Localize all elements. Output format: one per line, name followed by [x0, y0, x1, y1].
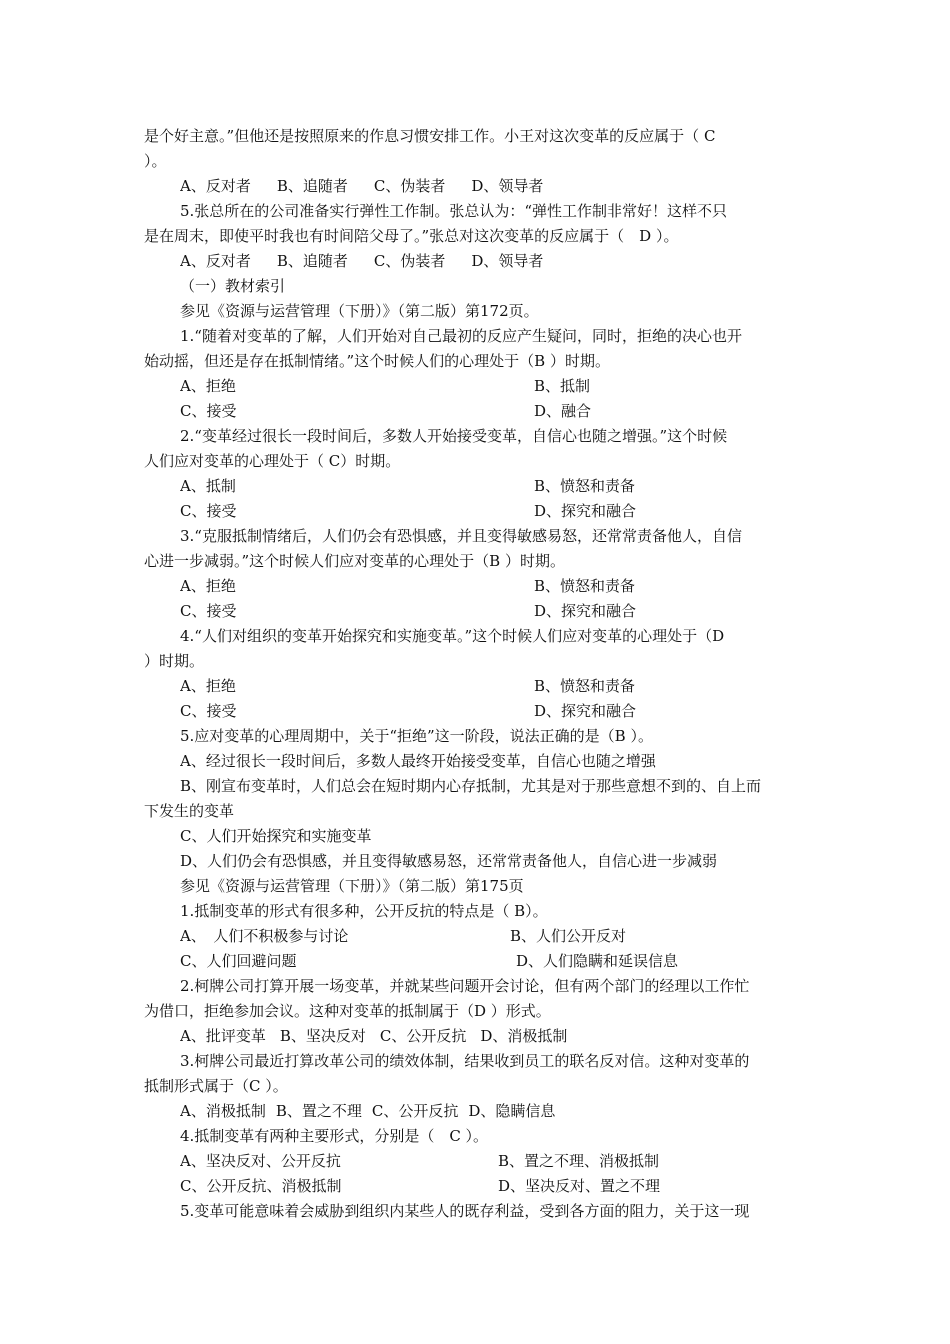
option-row — [180, 174, 814, 199]
option-row — [180, 499, 814, 524]
option: C、接受 — [180, 502, 237, 520]
option-row — [180, 1149, 814, 1174]
option: C、接受 — [180, 402, 237, 420]
text-line: 心进一步减弱。”这个时候人们应对变革的心理处于（B ）时期。 — [144, 552, 565, 570]
option-row — [180, 374, 814, 399]
option: C、伪装者 — [373, 177, 446, 195]
reference-line: 参见《资源与运营管理（下册）》（第二版）第172页。 — [180, 302, 539, 320]
option-row — [180, 1099, 814, 1124]
option-line: C、人们开始探究和实施变革 — [180, 827, 372, 845]
question-text: 4.“人们对组织的变革开始探究和实施变革。”这个时候人们应对变革的心理处于（D — [180, 627, 725, 645]
section-heading: （一）教材索引 — [180, 277, 286, 295]
text-line: 抵制形式属于（C ）。 — [144, 1077, 288, 1095]
question-text: 5.应对变革的心理周期中，关于“拒绝”这一阶段，说法正确的是（B ）。 — [180, 727, 653, 745]
option: C、人们回避问题 — [180, 952, 297, 970]
option: D、探究和融合 — [534, 702, 637, 720]
reference-line: 参见《资源与运营管理（下册）》（第二版）第175页 — [180, 877, 524, 895]
option: C、接受 — [180, 702, 237, 720]
option-line: D、人们仍会有恐惧感，并且变得敏感易怒，还常常责备他人，自信心进一步减弱 — [180, 852, 718, 870]
question-text: 2.“变革经过很长一段时间后，多数人开始接受变革，自信心也随之增强。”这个时候 — [180, 427, 728, 445]
option: D、探究和融合 — [534, 502, 637, 520]
question-text: 1.抵制变革的形式有很多种，公开反抗的特点是（ B）。 — [180, 902, 548, 920]
option: A、抵制 — [180, 477, 236, 495]
option: A、 人们不积极参与讨论 — [180, 927, 349, 945]
option: C、公开反抗 — [371, 1102, 459, 1120]
question-text: 5.张总所在的公司准备实行弹性工作制。张总认为：“弹性工作制非常好！这样不只 — [180, 202, 727, 220]
question-text: 5.变革可能意味着会威胁到组织内某些人的既存利益，受到各方面的阻力，关于这一现 — [180, 1202, 750, 1220]
option: D、人们隐瞒和延误信息 — [516, 952, 679, 970]
option-row — [180, 474, 814, 499]
option: D、探究和融合 — [534, 602, 637, 620]
question-text: 4.抵制变革有两种主要形式，分别是（ C ）。 — [180, 1127, 489, 1145]
option: B、愤怒和责备 — [534, 677, 636, 695]
option-row — [180, 924, 814, 949]
text-line: 人们应对变革的心理处于（ C）时期。 — [144, 452, 401, 470]
option-row — [180, 574, 814, 599]
text-line: 是在周末，即使平时我也有时间陪父母了。”张总对这次变革的反应属于（ D ）。 — [144, 227, 679, 245]
option: B、人们公开反对 — [510, 927, 627, 945]
option: B、坚决反对 — [279, 1027, 366, 1045]
option: D、隐瞒信息 — [468, 1102, 556, 1120]
option-row — [180, 1174, 814, 1199]
question-text: 1.“随着对变革的了解，人们开始对自己最初的反应产生疑问，同时，拒绝的决心也开 — [180, 327, 742, 345]
option: A、反对者 — [180, 252, 251, 270]
option: B、置之不理 — [275, 1102, 362, 1120]
option: B、抵制 — [534, 377, 591, 395]
option: D、融合 — [534, 402, 592, 420]
option: B、愤怒和责备 — [534, 577, 636, 595]
option-line: A、经过很长一段时间后，多数人最终开始接受变革，自信心也随之增强 — [180, 752, 656, 770]
option: C、接受 — [180, 602, 237, 620]
text-line: 下发生的变革 — [144, 802, 235, 820]
question-text: 2.柯牌公司打算开展一场变革，并就某些问题开会讨论，但有两个部门的经理以工作忙 — [180, 977, 750, 995]
option-line: B、刚宣布变革时，人们总会在短时期内心存抵制，尤其是对于那些意想不到的、自上而 — [180, 777, 762, 795]
option: A、反对者 — [180, 177, 251, 195]
option-row — [180, 674, 814, 699]
option: A、拒绝 — [180, 577, 236, 595]
option: B、追随者 — [276, 177, 348, 195]
option: D、消极抵制 — [480, 1027, 568, 1045]
option: B、愤怒和责备 — [534, 477, 636, 495]
option-row — [180, 599, 814, 624]
option-row — [180, 1024, 814, 1049]
option: A、拒绝 — [180, 677, 236, 695]
option: C、伪装者 — [373, 252, 446, 270]
question-text: 3.“克服抵制情绪后，人们仍会有恐惧感，并且变得敏感易怒，还常常责备他人，自信 — [180, 527, 742, 545]
option: B、置之不理、消极抵制 — [498, 1152, 660, 1170]
option: C、公开反抗 — [379, 1027, 467, 1045]
option: A、拒绝 — [180, 377, 236, 395]
text-line: 始动摇，但还是存在抵制情绪。”这个时候人们的心理处于（B ）时期。 — [144, 352, 610, 370]
option: A、坚决反对、公开反抗 — [180, 1152, 341, 1170]
option: C、公开反抗、消极抵制 — [180, 1177, 342, 1195]
option-row — [180, 249, 814, 274]
text-line: ）。 — [144, 152, 167, 170]
option: A、消极抵制 — [180, 1102, 266, 1120]
option: D、坚决反对、置之不理 — [498, 1177, 661, 1195]
option-row — [180, 399, 814, 424]
option-row — [180, 699, 814, 724]
text-line: 是个好主意。”但他还是按照原来的作息习惯安排工作。小王对这次变革的反应属于（ C — [144, 127, 716, 145]
option: A、批评变革 — [180, 1027, 266, 1045]
text-line: 为借口，拒绝参加会议。这种对变革的抵制属于（D ）形式。 — [144, 1002, 551, 1020]
question-text: 3.柯牌公司最近打算改革公司的绩效体制，结果收到员工的联名反对信。这种对变革的 — [180, 1052, 750, 1070]
option-row — [180, 949, 814, 974]
text-line: ）时期。 — [144, 652, 205, 670]
option: B、追随者 — [276, 252, 348, 270]
option: D、领导者 — [471, 252, 544, 270]
option: D、领导者 — [471, 177, 544, 195]
